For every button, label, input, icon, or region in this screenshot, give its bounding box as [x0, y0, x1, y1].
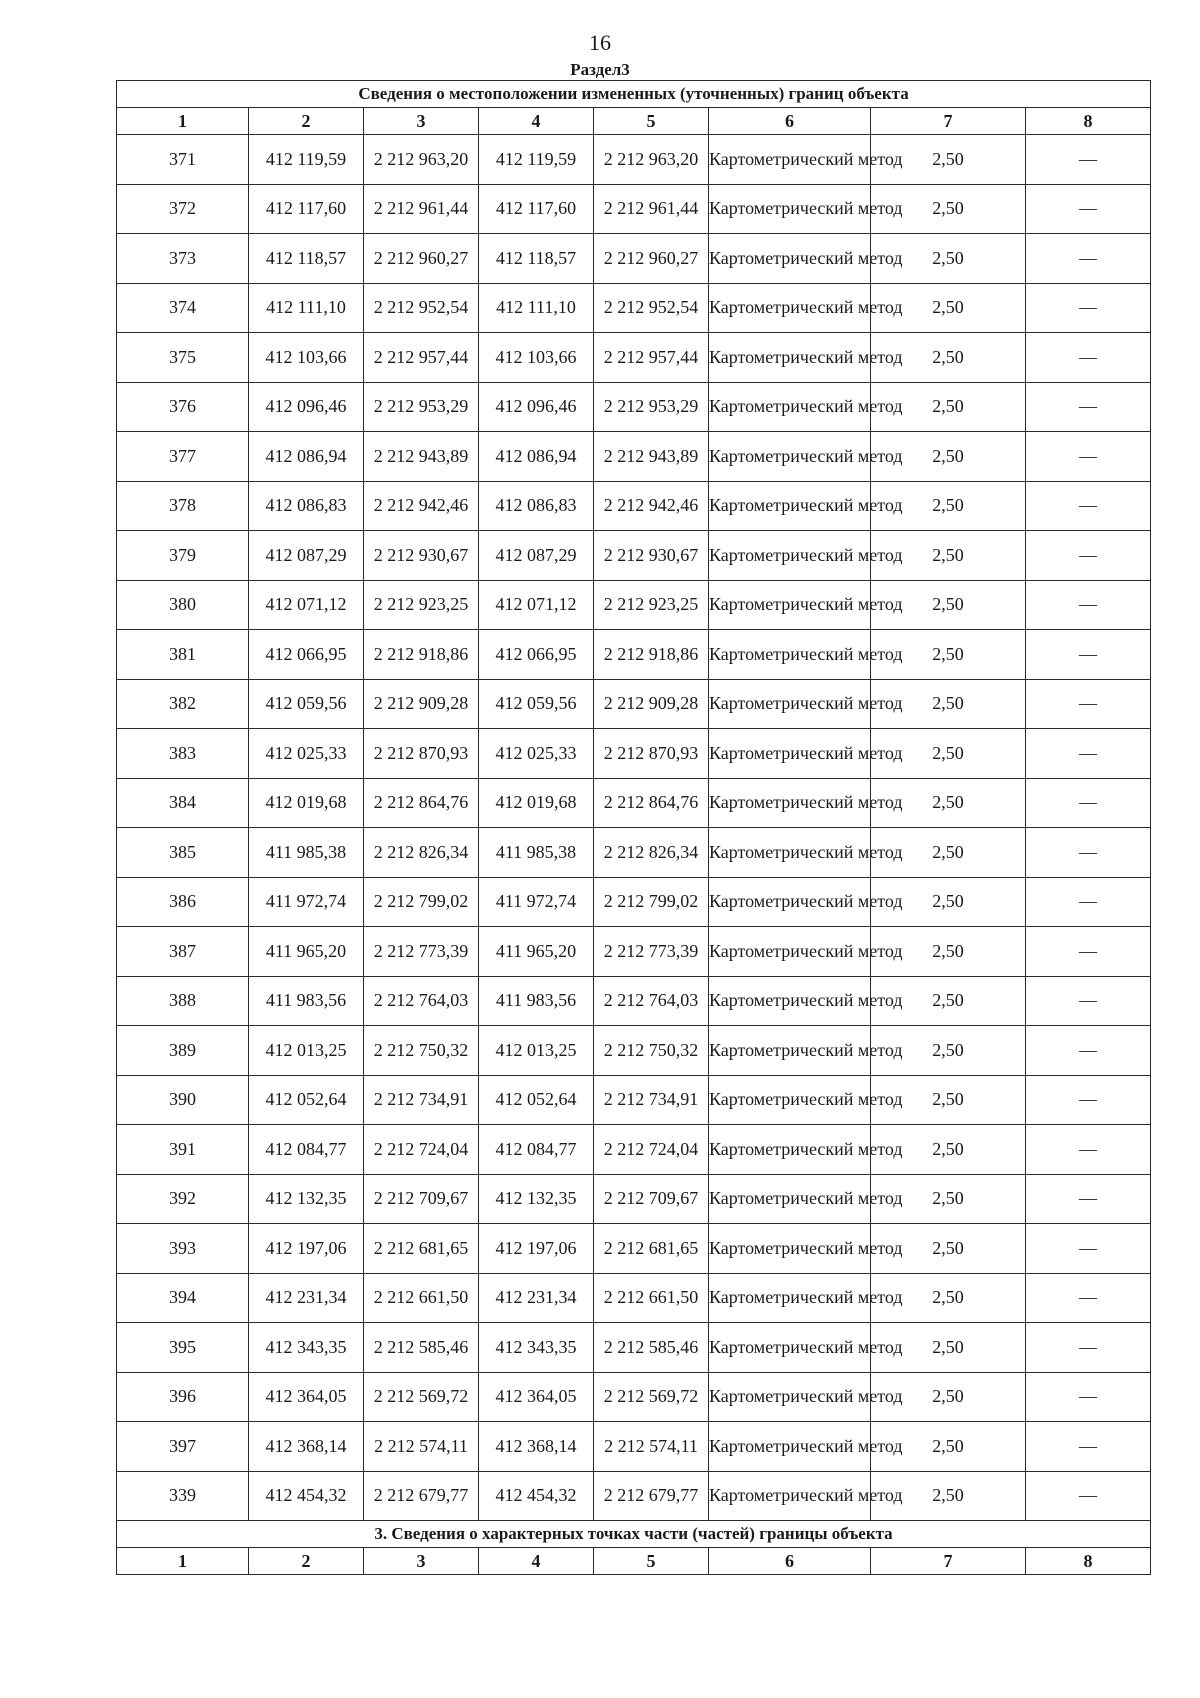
table-row [117, 1422, 1151, 1472]
point-id-cell: 383 [117, 729, 249, 779]
table-row [117, 1471, 1151, 1521]
note-cell: — [1026, 1026, 1151, 1076]
note-cell: — [1026, 1224, 1151, 1274]
method-cell: Картометрический метод [709, 382, 871, 432]
note-cell: — [1026, 580, 1151, 630]
y-coord-new-cell: 2 212 942,46 [594, 481, 709, 531]
table-row [117, 927, 1151, 977]
x-coord-cell: 412 086,94 [249, 432, 364, 482]
table-row [117, 1323, 1151, 1373]
table-row [117, 729, 1151, 779]
table-row [117, 1075, 1151, 1125]
x-coord-cell: 412 117,60 [249, 184, 364, 234]
method-cell: Картометрический метод [709, 531, 871, 581]
accuracy-cell: 2,50 [871, 1471, 1026, 1521]
y-coord-cell: 2 212 734,91 [364, 1075, 479, 1125]
point-id-cell: 389 [117, 1026, 249, 1076]
note-cell: — [1026, 828, 1151, 878]
point-id-cell: 379 [117, 531, 249, 581]
y-coord-new-cell: 2 212 923,25 [594, 580, 709, 630]
note-cell: — [1026, 1323, 1151, 1373]
accuracy-cell: 2,50 [871, 184, 1026, 234]
column-number: 1 [117, 108, 249, 135]
coordinates-table [116, 80, 1151, 1575]
method-cell: Картометрический метод [709, 1471, 871, 1521]
note-cell: — [1026, 1372, 1151, 1422]
x-coord-cell: 412 025,33 [249, 729, 364, 779]
point-id-cell: 397 [117, 1422, 249, 1472]
y-coord-cell: 2 212 960,27 [364, 234, 479, 284]
point-id-cell: 373 [117, 234, 249, 284]
y-coord-cell: 2 212 930,67 [364, 531, 479, 581]
note-cell: — [1026, 333, 1151, 383]
method-cell: Картометрический метод [709, 580, 871, 630]
table-row [117, 580, 1151, 630]
section-title: Раздел3 [570, 60, 630, 79]
x-coord-new-cell: 411 983,56 [479, 976, 594, 1026]
point-id-cell: 371 [117, 135, 249, 185]
column-number: 7 [871, 1548, 1026, 1575]
method-cell: Картометрический метод [709, 1372, 871, 1422]
x-coord-cell: 412 197,06 [249, 1224, 364, 1274]
y-coord-cell: 2 212 953,29 [364, 382, 479, 432]
accuracy-cell: 2,50 [871, 481, 1026, 531]
method-cell: Картометрический метод [709, 729, 871, 779]
note-cell: — [1026, 184, 1151, 234]
x-coord-cell: 412 019,68 [249, 778, 364, 828]
y-coord-new-cell: 2 212 870,93 [594, 729, 709, 779]
y-coord-cell: 2 212 681,65 [364, 1224, 479, 1274]
footer-title-row [117, 1521, 1151, 1548]
x-coord-new-cell: 412 096,46 [479, 382, 594, 432]
table-row [117, 1026, 1151, 1076]
footer-column-number-row [117, 1548, 1151, 1575]
y-coord-cell: 2 212 826,34 [364, 828, 479, 878]
x-coord-cell: 411 972,74 [249, 877, 364, 927]
y-coord-new-cell: 2 212 764,03 [594, 976, 709, 1026]
x-coord-new-cell: 412 117,60 [479, 184, 594, 234]
point-id-cell: 377 [117, 432, 249, 482]
point-id-cell: 384 [117, 778, 249, 828]
footer-title: 3. Сведения о характерных точках части (частей) границы объекта [117, 1521, 1151, 1548]
y-coord-new-cell: 2 212 957,44 [594, 333, 709, 383]
y-coord-cell: 2 212 909,28 [364, 679, 479, 729]
y-coord-cell: 2 212 864,76 [364, 778, 479, 828]
table-row [117, 234, 1151, 284]
method-cell: Картометрический метод [709, 976, 871, 1026]
x-coord-new-cell: 412 197,06 [479, 1224, 594, 1274]
point-id-cell: 395 [117, 1323, 249, 1373]
y-coord-cell: 2 212 799,02 [364, 877, 479, 927]
accuracy-cell: 2,50 [871, 1224, 1026, 1274]
table-row [117, 1372, 1151, 1422]
point-id-cell: 381 [117, 630, 249, 680]
method-cell: Картометрический метод [709, 184, 871, 234]
table-title: Сведения о местоположении измененных (уточненных) границ объекта [117, 81, 1151, 108]
x-coord-new-cell: 412 025,33 [479, 729, 594, 779]
x-coord-new-cell: 412 059,56 [479, 679, 594, 729]
y-coord-new-cell: 2 212 943,89 [594, 432, 709, 482]
x-coord-new-cell: 412 013,25 [479, 1026, 594, 1076]
method-cell: Картометрический метод [709, 1422, 871, 1472]
method-cell: Картометрический метод [709, 927, 871, 977]
x-coord-new-cell: 412 052,64 [479, 1075, 594, 1125]
point-id-cell: 390 [117, 1075, 249, 1125]
note-cell: — [1026, 432, 1151, 482]
accuracy-cell: 2,50 [871, 927, 1026, 977]
y-coord-new-cell: 2 212 864,76 [594, 778, 709, 828]
x-coord-cell: 412 084,77 [249, 1125, 364, 1175]
point-id-cell: 393 [117, 1224, 249, 1274]
method-cell: Картометрический метод [709, 135, 871, 185]
point-id-cell: 380 [117, 580, 249, 630]
y-coord-new-cell: 2 212 661,50 [594, 1273, 709, 1323]
note-cell: — [1026, 234, 1151, 284]
column-number: 4 [479, 1548, 594, 1575]
y-coord-new-cell: 2 212 709,67 [594, 1174, 709, 1224]
y-coord-new-cell: 2 212 799,02 [594, 877, 709, 927]
x-coord-new-cell: 411 985,38 [479, 828, 594, 878]
accuracy-cell: 2,50 [871, 432, 1026, 482]
method-cell: Картометрический метод [709, 778, 871, 828]
accuracy-cell: 2,50 [871, 382, 1026, 432]
y-coord-new-cell: 2 212 681,65 [594, 1224, 709, 1274]
x-coord-new-cell: 412 086,94 [479, 432, 594, 482]
table-row [117, 382, 1151, 432]
accuracy-cell: 2,50 [871, 679, 1026, 729]
accuracy-cell: 2,50 [871, 1125, 1026, 1175]
method-cell: Картометрический метод [709, 1174, 871, 1224]
point-id-cell: 375 [117, 333, 249, 383]
method-cell: Картометрический метод [709, 333, 871, 383]
note-cell: — [1026, 679, 1151, 729]
y-coord-cell: 2 212 963,20 [364, 135, 479, 185]
point-id-cell: 376 [117, 382, 249, 432]
point-id-cell: 391 [117, 1125, 249, 1175]
table-body [117, 135, 1151, 1521]
table-row [117, 184, 1151, 234]
method-cell: Картометрический метод [709, 432, 871, 482]
y-coord-new-cell: 2 212 569,72 [594, 1372, 709, 1422]
y-coord-cell: 2 212 961,44 [364, 184, 479, 234]
x-coord-new-cell: 412 071,12 [479, 580, 594, 630]
table-row [117, 432, 1151, 482]
x-coord-cell: 412 111,10 [249, 283, 364, 333]
method-cell: Картометрический метод [709, 877, 871, 927]
x-coord-cell: 412 368,14 [249, 1422, 364, 1472]
column-number: 3 [364, 1548, 479, 1575]
column-number: 7 [871, 108, 1026, 135]
note-cell: — [1026, 729, 1151, 779]
point-id-cell: 374 [117, 283, 249, 333]
x-coord-new-cell: 412 364,05 [479, 1372, 594, 1422]
y-coord-new-cell: 2 212 953,29 [594, 382, 709, 432]
method-cell: Картометрический метод [709, 630, 871, 680]
x-coord-new-cell: 412 343,35 [479, 1323, 594, 1373]
column-number: 4 [479, 108, 594, 135]
note-cell: — [1026, 283, 1151, 333]
y-coord-cell: 2 212 952,54 [364, 283, 479, 333]
x-coord-new-cell: 412 119,59 [479, 135, 594, 185]
y-coord-new-cell: 2 212 574,11 [594, 1422, 709, 1472]
y-coord-new-cell: 2 212 961,44 [594, 184, 709, 234]
point-id-cell: 378 [117, 481, 249, 531]
note-cell: — [1026, 927, 1151, 977]
table-row [117, 828, 1151, 878]
table-row [117, 333, 1151, 383]
point-id-cell: 388 [117, 976, 249, 1026]
table-title-row [117, 81, 1151, 108]
y-coord-new-cell: 2 212 734,91 [594, 1075, 709, 1125]
table-row [117, 778, 1151, 828]
x-coord-cell: 412 132,35 [249, 1174, 364, 1224]
y-coord-new-cell: 2 212 724,04 [594, 1125, 709, 1175]
x-coord-new-cell: 412 368,14 [479, 1422, 594, 1472]
column-number: 8 [1026, 1548, 1151, 1575]
table-row [117, 1174, 1151, 1224]
x-coord-cell: 412 103,66 [249, 333, 364, 383]
accuracy-cell: 2,50 [871, 135, 1026, 185]
table-row [117, 877, 1151, 927]
x-coord-new-cell: 412 103,66 [479, 333, 594, 383]
method-cell: Картометрический метод [709, 1075, 871, 1125]
column-number: 2 [249, 1548, 364, 1575]
x-coord-cell: 412 066,95 [249, 630, 364, 680]
point-id-cell: 387 [117, 927, 249, 977]
note-cell: — [1026, 976, 1151, 1026]
y-coord-new-cell: 2 212 963,20 [594, 135, 709, 185]
point-id-cell: 339 [117, 1471, 249, 1521]
column-number: 8 [1026, 108, 1151, 135]
x-coord-new-cell: 412 066,95 [479, 630, 594, 680]
y-coord-cell: 2 212 942,46 [364, 481, 479, 531]
y-coord-cell: 2 212 661,50 [364, 1273, 479, 1323]
table-row [117, 135, 1151, 185]
note-cell: — [1026, 1471, 1151, 1521]
method-cell: Картометрический метод [709, 828, 871, 878]
column-number: 6 [709, 1548, 871, 1575]
accuracy-cell: 2,50 [871, 630, 1026, 680]
x-coord-cell: 412 096,46 [249, 382, 364, 432]
column-number: 2 [249, 108, 364, 135]
y-coord-cell: 2 212 773,39 [364, 927, 479, 977]
note-cell: — [1026, 382, 1151, 432]
x-coord-new-cell: 412 111,10 [479, 283, 594, 333]
x-coord-new-cell: 412 132,35 [479, 1174, 594, 1224]
note-cell: — [1026, 1273, 1151, 1323]
accuracy-cell: 2,50 [871, 531, 1026, 581]
table-row [117, 679, 1151, 729]
column-number: 3 [364, 108, 479, 135]
y-coord-cell: 2 212 724,04 [364, 1125, 479, 1175]
note-cell: — [1026, 1075, 1151, 1125]
x-coord-cell: 412 118,57 [249, 234, 364, 284]
method-cell: Картометрический метод [709, 1125, 871, 1175]
method-cell: Картометрический метод [709, 1323, 871, 1373]
accuracy-cell: 2,50 [871, 580, 1026, 630]
x-coord-new-cell: 412 231,34 [479, 1273, 594, 1323]
column-number-row [117, 108, 1151, 135]
table-row [117, 531, 1151, 581]
y-coord-new-cell: 2 212 960,27 [594, 234, 709, 284]
x-coord-new-cell: 412 118,57 [479, 234, 594, 284]
table-row [117, 283, 1151, 333]
y-coord-cell: 2 212 923,25 [364, 580, 479, 630]
column-number: 6 [709, 108, 871, 135]
point-id-cell: 386 [117, 877, 249, 927]
x-coord-new-cell: 412 454,32 [479, 1471, 594, 1521]
point-id-cell: 396 [117, 1372, 249, 1422]
accuracy-cell: 2,50 [871, 828, 1026, 878]
accuracy-cell: 2,50 [871, 1273, 1026, 1323]
y-coord-new-cell: 2 212 918,86 [594, 630, 709, 680]
table-row [117, 976, 1151, 1026]
y-coord-cell: 2 212 957,44 [364, 333, 479, 383]
x-coord-new-cell: 412 019,68 [479, 778, 594, 828]
y-coord-cell: 2 212 918,86 [364, 630, 479, 680]
y-coord-new-cell: 2 212 750,32 [594, 1026, 709, 1076]
note-cell: — [1026, 135, 1151, 185]
method-cell: Картометрический метод [709, 283, 871, 333]
x-coord-cell: 412 231,34 [249, 1273, 364, 1323]
table-row [117, 630, 1151, 680]
column-number: 5 [594, 108, 709, 135]
method-cell: Картометрический метод [709, 1273, 871, 1323]
note-cell: — [1026, 531, 1151, 581]
note-cell: — [1026, 1174, 1151, 1224]
x-coord-cell: 412 059,56 [249, 679, 364, 729]
accuracy-cell: 2,50 [871, 1026, 1026, 1076]
point-id-cell: 372 [117, 184, 249, 234]
accuracy-cell: 2,50 [871, 877, 1026, 927]
accuracy-cell: 2,50 [871, 234, 1026, 284]
x-coord-cell: 412 454,32 [249, 1471, 364, 1521]
note-cell: — [1026, 877, 1151, 927]
y-coord-cell: 2 212 585,46 [364, 1323, 479, 1373]
x-coord-cell: 412 087,29 [249, 531, 364, 581]
x-coord-cell: 412 119,59 [249, 135, 364, 185]
accuracy-cell: 2,50 [871, 729, 1026, 779]
table-row [117, 1125, 1151, 1175]
method-cell: Картометрический метод [709, 1224, 871, 1274]
accuracy-cell: 2,50 [871, 333, 1026, 383]
x-coord-cell: 412 071,12 [249, 580, 364, 630]
method-cell: Картометрический метод [709, 234, 871, 284]
x-coord-cell: 412 013,25 [249, 1026, 364, 1076]
y-coord-cell: 2 212 943,89 [364, 432, 479, 482]
x-coord-cell: 411 985,38 [249, 828, 364, 878]
note-cell: — [1026, 778, 1151, 828]
note-cell: — [1026, 481, 1151, 531]
y-coord-new-cell: 2 212 952,54 [594, 283, 709, 333]
method-cell: Картометрический метод [709, 481, 871, 531]
note-cell: — [1026, 1422, 1151, 1472]
y-coord-cell: 2 212 569,72 [364, 1372, 479, 1422]
accuracy-cell: 2,50 [871, 1075, 1026, 1125]
y-coord-new-cell: 2 212 585,46 [594, 1323, 709, 1373]
y-coord-cell: 2 212 679,77 [364, 1471, 479, 1521]
y-coord-new-cell: 2 212 773,39 [594, 927, 709, 977]
y-coord-cell: 2 212 764,03 [364, 976, 479, 1026]
point-id-cell: 385 [117, 828, 249, 878]
y-coord-cell: 2 212 709,67 [364, 1174, 479, 1224]
x-coord-new-cell: 412 087,29 [479, 531, 594, 581]
x-coord-cell: 412 086,83 [249, 481, 364, 531]
table-row [117, 1273, 1151, 1323]
x-coord-cell: 412 343,35 [249, 1323, 364, 1373]
accuracy-cell: 2,50 [871, 1174, 1026, 1224]
y-coord-cell: 2 212 574,11 [364, 1422, 479, 1472]
point-id-cell: 382 [117, 679, 249, 729]
note-cell: — [1026, 1125, 1151, 1175]
point-id-cell: 394 [117, 1273, 249, 1323]
y-coord-cell: 2 212 870,93 [364, 729, 479, 779]
y-coord-cell: 2 212 750,32 [364, 1026, 479, 1076]
accuracy-cell: 2,50 [871, 976, 1026, 1026]
x-coord-cell: 411 965,20 [249, 927, 364, 977]
note-cell: — [1026, 630, 1151, 680]
column-number: 5 [594, 1548, 709, 1575]
accuracy-cell: 2,50 [871, 1422, 1026, 1472]
x-coord-new-cell: 411 965,20 [479, 927, 594, 977]
accuracy-cell: 2,50 [871, 283, 1026, 333]
y-coord-new-cell: 2 212 679,77 [594, 1471, 709, 1521]
x-coord-new-cell: 411 972,74 [479, 877, 594, 927]
y-coord-new-cell: 2 212 826,34 [594, 828, 709, 878]
method-cell: Картометрический метод [709, 1026, 871, 1076]
x-coord-new-cell: 412 086,83 [479, 481, 594, 531]
accuracy-cell: 2,50 [871, 1372, 1026, 1422]
table-row [117, 1224, 1151, 1274]
x-coord-cell: 412 052,64 [249, 1075, 364, 1125]
page-number: 16 [589, 30, 611, 55]
column-number: 1 [117, 1548, 249, 1575]
y-coord-new-cell: 2 212 930,67 [594, 531, 709, 581]
x-coord-cell: 411 983,56 [249, 976, 364, 1026]
x-coord-new-cell: 412 084,77 [479, 1125, 594, 1175]
table-row [117, 481, 1151, 531]
x-coord-cell: 412 364,05 [249, 1372, 364, 1422]
accuracy-cell: 2,50 [871, 1323, 1026, 1373]
accuracy-cell: 2,50 [871, 778, 1026, 828]
method-cell: Картометрический метод [709, 679, 871, 729]
point-id-cell: 392 [117, 1174, 249, 1224]
y-coord-new-cell: 2 212 909,28 [594, 679, 709, 729]
